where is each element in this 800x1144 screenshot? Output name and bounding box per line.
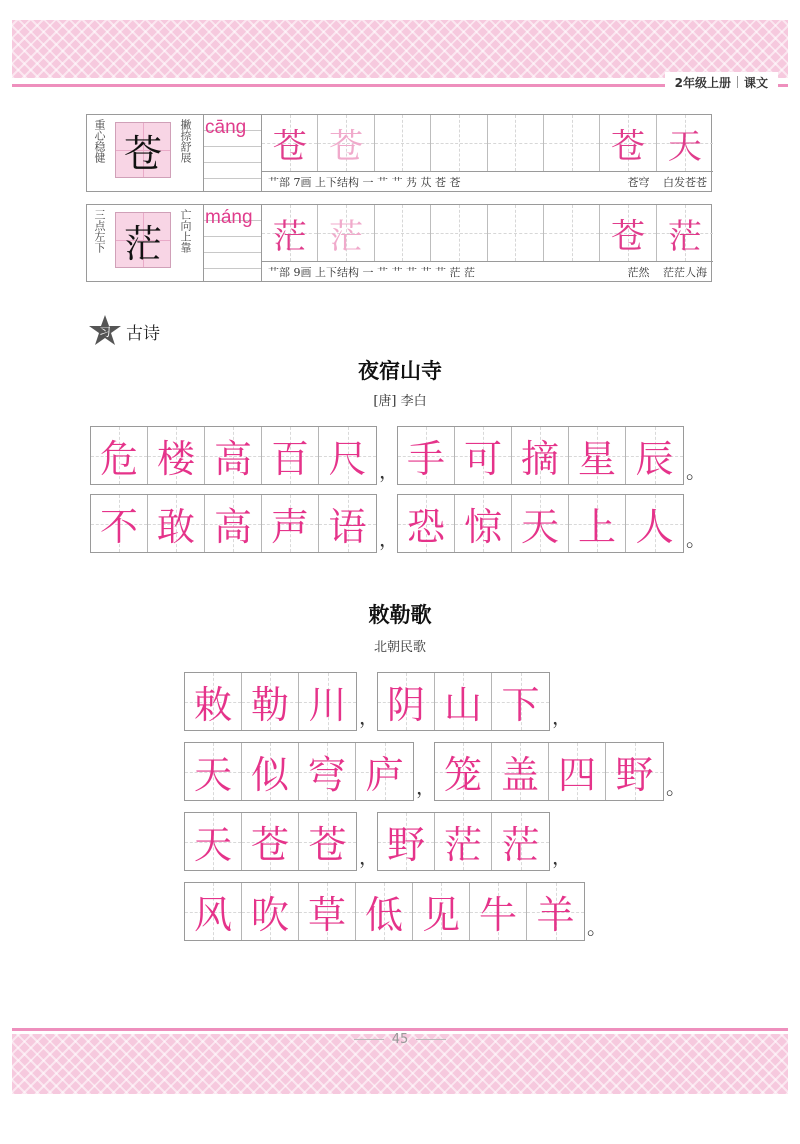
writing-cell: 苍 <box>262 115 318 171</box>
writing-cell: 茫 <box>657 205 713 261</box>
punctuation: ， <box>416 775 436 799</box>
vocab-tip-right: 撇捺舒展 <box>179 119 192 163</box>
grade-separator <box>737 76 738 88</box>
grade-tab <box>665 72 778 92</box>
punctuation: ， <box>379 527 399 551</box>
header-pattern-band <box>12 20 788 78</box>
vocab-stroke-info: 艹部 7画 上下结构 一 艹 艹 艿 苁 苍 苍 <box>268 175 461 189</box>
char-cell: 山 <box>435 673 492 730</box>
punctuation: ， <box>552 845 572 869</box>
vocab-tip-left: 重心稳健 <box>93 119 106 163</box>
char-cell: 恐 <box>398 495 455 552</box>
subject-label: 课文 <box>743 75 768 90</box>
poem-line <box>90 426 704 485</box>
poem-author: [唐] 李白 <box>373 394 427 409</box>
writing-cell: 苍 <box>318 115 374 171</box>
char-cell: 羊 <box>527 883 584 940</box>
poem-author: 北朝民歌 <box>373 640 426 655</box>
char-cell: 敢 <box>148 495 205 552</box>
char-cell: 野 <box>378 813 435 870</box>
writing-cell <box>488 115 544 171</box>
page-dash-left <box>354 1039 384 1040</box>
poem-line <box>90 494 704 553</box>
char-cell: 天 <box>512 495 569 552</box>
char-cell: 似 <box>242 743 299 800</box>
char-cell: 茫 <box>492 813 549 870</box>
writing-cell <box>544 205 600 261</box>
char-cell: 上 <box>569 495 626 552</box>
char-cell: 声 <box>262 495 319 552</box>
punctuation: 。 <box>686 459 706 483</box>
svg-text:习: 习 <box>98 325 112 339</box>
vocab-tip-left: 三点左下 <box>93 209 106 253</box>
writing-cell <box>431 115 487 171</box>
char-cell: 见 <box>413 883 470 940</box>
poem-title: 敕勒歌 <box>368 603 432 627</box>
char-cell: 惊 <box>455 495 512 552</box>
footer-rule <box>12 1028 788 1031</box>
char-cell: 风 <box>185 883 242 940</box>
char-cell: 苍 <box>242 813 299 870</box>
vocab-model-char: 茫 <box>115 212 171 268</box>
char-group <box>397 494 684 553</box>
writing-cell: 天 <box>657 115 713 171</box>
writing-cell: 苍 <box>600 115 656 171</box>
char-group <box>397 426 684 485</box>
char-cell: 手 <box>398 427 455 484</box>
star-badge-icon <box>88 314 122 348</box>
char-cell: 四 <box>549 743 606 800</box>
writing-grid <box>261 115 713 171</box>
punctuation: ， <box>552 705 572 729</box>
char-cell: 天 <box>185 743 242 800</box>
poem-line <box>184 882 605 941</box>
char-cell: 草 <box>299 883 356 940</box>
vocab-info-bar <box>261 261 713 281</box>
char-cell: 尺 <box>319 427 376 484</box>
writing-cell <box>544 115 600 171</box>
punctuation: ， <box>359 845 379 869</box>
char-cell: 语 <box>319 495 376 552</box>
vocab-pinyin: máng <box>205 207 253 228</box>
char-cell: 辰 <box>626 427 683 484</box>
char-group <box>90 426 377 485</box>
char-cell: 吹 <box>242 883 299 940</box>
char-cell: 高 <box>205 495 262 552</box>
poem-line <box>184 742 684 801</box>
punctuation: 。 <box>666 775 686 799</box>
vocab-model-char: 苍 <box>115 122 171 178</box>
writing-cell <box>431 205 487 261</box>
writing-cell <box>488 205 544 261</box>
writing-cell <box>375 115 431 171</box>
page-number: 45 <box>0 1032 800 1047</box>
char-group <box>377 672 550 731</box>
punctuation: ， <box>379 459 399 483</box>
char-cell: 高 <box>205 427 262 484</box>
section-heading <box>88 314 160 348</box>
char-group <box>184 882 585 941</box>
writing-cell: 苍 <box>600 205 656 261</box>
vocab-row-cang <box>86 114 712 192</box>
char-group <box>90 494 377 553</box>
char-cell: 川 <box>299 673 356 730</box>
char-cell: 盖 <box>492 743 549 800</box>
char-cell: 可 <box>455 427 512 484</box>
vocab-stroke-info: 艹部 9画 上下结构 一 艹 艹 艹 艹 艹 茫 茫 <box>268 265 475 279</box>
page-dash-right <box>416 1039 446 1040</box>
writing-grid <box>261 205 713 261</box>
char-group <box>184 742 414 801</box>
vocab-tip-right: 亡向上靠 <box>179 209 192 253</box>
char-cell: 勒 <box>242 673 299 730</box>
char-group <box>184 672 357 731</box>
char-cell: 危 <box>91 427 148 484</box>
vocab-pinyin: cāng <box>205 117 247 138</box>
char-group <box>434 742 664 801</box>
char-cell: 百 <box>262 427 319 484</box>
char-group <box>377 812 550 871</box>
poem-title: 夜宿山寺 <box>358 359 442 383</box>
char-group <box>184 812 357 871</box>
char-cell: 敕 <box>185 673 242 730</box>
writing-cell: 茫 <box>318 205 374 261</box>
punctuation: ， <box>359 705 379 729</box>
char-cell: 天 <box>185 813 242 870</box>
grade-label: 2年级上册 <box>674 75 731 90</box>
char-cell: 楼 <box>148 427 205 484</box>
punctuation: 。 <box>686 527 706 551</box>
char-cell: 下 <box>492 673 549 730</box>
char-cell: 苍 <box>299 813 356 870</box>
punctuation: 。 <box>587 915 607 939</box>
char-cell: 星 <box>569 427 626 484</box>
char-cell: 阴 <box>378 673 435 730</box>
vocab-words: 苍穹 白发苍苍 <box>627 175 707 189</box>
section-label: 古诗 <box>126 323 160 344</box>
char-cell: 不 <box>91 495 148 552</box>
writing-cell: 茫 <box>262 205 318 261</box>
vocab-row-mang <box>86 204 712 282</box>
char-cell: 笼 <box>435 743 492 800</box>
writing-cell <box>375 205 431 261</box>
char-cell: 茫 <box>435 813 492 870</box>
char-cell: 穹 <box>299 743 356 800</box>
char-cell: 牛 <box>470 883 527 940</box>
char-cell: 庐 <box>356 743 413 800</box>
poem-line <box>184 672 570 731</box>
vocab-info-bar <box>261 171 713 191</box>
char-cell: 人 <box>626 495 683 552</box>
poem-line <box>184 812 570 871</box>
char-cell: 摘 <box>512 427 569 484</box>
char-cell: 野 <box>606 743 663 800</box>
vocab-words: 茫然 茫茫人海 <box>627 265 707 279</box>
char-cell: 低 <box>356 883 413 940</box>
